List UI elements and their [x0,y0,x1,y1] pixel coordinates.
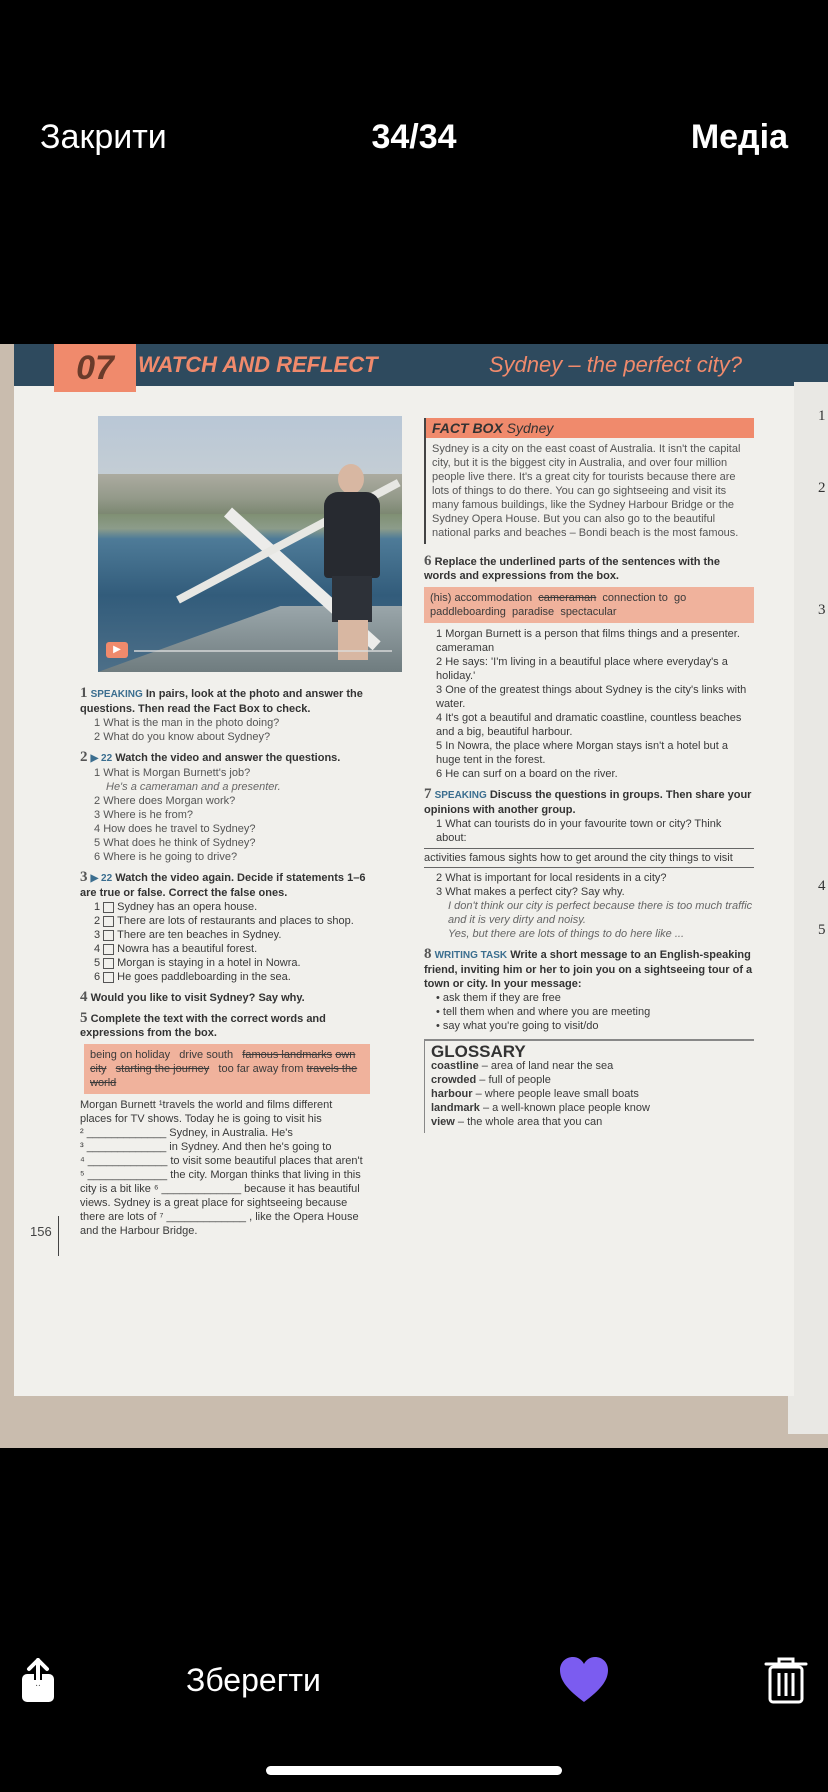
statement-item: Morgan is staying in a hotel in Nowra. [117,957,301,969]
photo-counter: 34/34 [371,118,457,156]
word-box: being on holiday drive south famous landmarks own city starting the journey too far away from travels the world [84,1044,370,1094]
page-margin-number: 5 [818,922,826,938]
question-item: Where is he going to drive? [103,851,238,863]
bottom-bar [0,1448,828,1792]
top-bar [0,0,828,344]
track-number: 22 [101,753,113,764]
exercise-number: 4 [80,989,88,1005]
exercise-number: 3 [80,869,88,885]
exercise-prompt: Watch the video again. Decide if statements 1–6 are true or false. Correct the false ones. [80,872,366,899]
page-number: 156 [30,1224,52,1239]
exercise-prompt: In pairs, look at the photo and answer the questions. Then read the Fact Box to check. [80,688,363,715]
skill-label: SPEAKING [90,689,143,700]
statement-item: He goes paddleboarding in the sea. [117,971,291,983]
question-item: What is Morgan Burnett's job? [103,767,251,779]
question-item: What is the man in the photo doing? [103,717,280,729]
right-column: FACT BOX Sydney Sydney is a city on the east coast of Australia. It isn't the capital city, but it is the biggest city in Australia, and over four million people live there. It's a great city for tourists because there are lots of things to do there. You can go sightseeing and visit its many famous buildings, like the Sydney Harbour Bridge or the Sydney Opera House. But you can also go to the beautiful national parks and beaches – Bondi beach is the most famous. 6 Replace the underlined parts of the sentences with the words and expressions from the box. (his) accommodation cameraman connection to go paddleboarding paradise spectacular 1 Morgan Burnett is a person that films things and a presenter. cameraman 2 He says: 'I'm living in a beautiful place where everyday's a holiday.' 3 One of the greatest things about Sydney is the city's links with water. 4 It's got a beautiful and dramatic coastline, countless beaches and a big, beautiful harbour. 5 In Nowra, the place where Morgan stays isn't a hotel but a huge tent in the forest. 6 He can surf on a board on the river. 7 SPEAKING Discuss the questions in groups. Then share your opinions with another group. 1 What can tourists do in your favourite town or city? Think about: activities famous sights how to get around the city things to visit 2 What is important for local residents in a city? 3 What makes a perfect city? Say why. I don't think our city is perfect because there is too much traffic and it is very dirty and noisy. Yes, but there are lots of things to do here like ... 8 WRITING TASK Write a short message to an English-speaking friend, inviting him or her to join you on a sightseeing tour of a town or city. In your message: • ask them if they are free • tell them when and where you are meeting • say what you're going to visit/do GLOSSARY coastline – area of land near the sea crowded – full of people harbour – where people leave small boats landmark – a well-known place people know view – the whole area that you can [424,418,754,1133]
question-item: What does he think of Sydney? [103,837,256,849]
exercise-number: 2 [80,749,88,765]
video-still [98,416,402,672]
track-number: 22 [101,873,113,884]
question-item: What do you know about Sydney? [103,731,271,743]
page-margin-number: 1 [818,408,826,424]
word-box: (his) accommodation cameraman connection to go paddleboarding paradise spectacular [424,587,754,623]
trash-icon[interactable] [764,1656,808,1704]
left-column: 1 SPEAKING In pairs, look at the photo and answer the questions. Then read the Fact Box to check. 1 What is the man in the photo doing? 2 What do you know about Sydney? 2 ▶ 22 Watch the video and answer the questions. 1 What is Morgan Burnett's job? He's a cameraman and a presenter. 2 Where does Morgan work? 3 Where is he from? 4 How does he travel to Sydney? 5 What does he think of Sydney? 6 Where is he going to drive? 3 ▶ 22 Watch the video again. Decide if statements 1–6 are true or false. Correct the false ones. 1 Sydney has an opera house. 2 There are lots of restaurants and places to shop. 3 There are ten beaches in Sydney. 4 Nowra has a beautiful forest. 5 Morgan is staying in a hotel in Nowra. 6 He goes paddleboarding in the sea. 4 Would you like to visit Sydney? Say why. 5 Complete the text with the correct words and expressions from the box. being on holiday drive south famous landmarks own city starting the journey too far away from travels the world Morgan Burnett ¹travels the world and films different places for TV shows. Today he is going to visit his ² _____________ Sydney, in Australia. He's ³ _____________ in Sydney. And then he's going to ⁴ _____________ to visit some beautiful places that aren't ⁵ _____________ the city. Morgan thinks that living in this city is a bit like ⁶ _____________ because it has beautiful views. Sydney is a great place for sightseeing because there are lots of ⁷ _____________ , like the Opera House and the Harbour Bridge. [80,686,370,1238]
exercise-prompt: Replace the underlined parts of the sentences with the words and expressions from the box. [424,556,721,582]
play-icon: ▶ [106,642,128,658]
statement-item: Sydney has an opera house. [117,901,258,913]
home-indicator[interactable] [266,1766,562,1775]
question-item: Where does Morgan work? [103,795,236,807]
unit-number: 07 [54,344,136,392]
question-item: How does he travel to Sydney? [103,823,256,835]
page-margin-number: 2 [818,480,826,496]
exercise-prompt: Watch the video and answer the questions. [115,752,341,764]
exercise-number: 8 [424,946,432,962]
question-item: Where is he from? [103,809,194,821]
exercise-number: 7 [424,786,432,802]
textbook-page [14,344,794,1396]
statement-item: There are ten beaches in Sydney. [117,929,282,941]
exercise-number: 1 [80,685,88,701]
media-button[interactable]: Медіа [690,118,788,156]
statement-item: There are lots of restaurants and places to shop. [117,915,354,927]
exercise-prompt: Complete the text with the correct words and expressions from the box. [80,1013,326,1039]
example-answer: He's a cameraman and a presenter. [106,781,281,793]
share-icon[interactable] [18,1658,58,1704]
exercise-number: 6 [424,553,432,569]
section-title: WATCH AND REFLECT [138,352,378,377]
gap-fill-text: Morgan Burnett ¹travels the world and films different places for TV shows. Today he is going to visit his ² _____________ Sydney, in Australia. He's ³ _____________ in Sydney. And then he's going to ⁴ _____________ to visit some beautiful places that aren't ⁵ _____________ the city. Morgan thinks that living in this city is a bit like ⁶ _____________ because it has beautiful views. Sydney is a great place for sightseeing because there are lots of ⁷ _____________ , like the Opera House and the Harbour Bridge. [80,1099,363,1237]
heart-icon[interactable] [558,1656,610,1704]
adjacent-page [788,344,828,1434]
glossary: GLOSSARY coastline – area of land near the sea crowded – full of people harbour – where people leave small boats landmark – a well-known place people know view – the whole area that you can [424,1039,754,1133]
fact-box: FACT BOX Sydney Sydney is a city on the east coast of Australia. It isn't the capital city, but it is the biggest city in Australia, and over four million people live there. It's a great city for tourists because there are lots of things to do there. You can go sightseeing and visit its many famous buildings, like the Sydney Harbour Bridge or the Sydney Opera House. But you can also go to the beautiful national parks and beaches – Bondi beach is the most famous. [424,418,754,544]
save-button[interactable]: Зберегти [186,1662,321,1698]
page-margin-number: 3 [818,602,826,618]
page-number-divider [58,1216,59,1256]
exercise-prompt: Would you like to visit Sydney? Say why. [90,992,305,1004]
exercise-number: 5 [80,1010,88,1026]
close-button[interactable]: Закрити [40,118,167,156]
statement-item: Nowra has a beautiful forest. [117,943,258,955]
page-margin-number: 4 [818,878,826,894]
section-subtitle: Sydney – the perfect city? [488,352,742,377]
